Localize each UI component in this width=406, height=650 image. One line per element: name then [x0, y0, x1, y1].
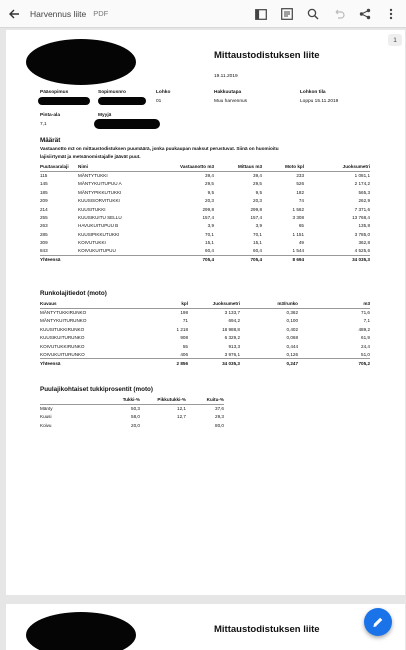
table-header-row	[40, 163, 370, 171]
column-header	[40, 396, 100, 404]
label-sopimusnro: Sopimusnro	[98, 90, 126, 95]
table-cell: 0,247	[240, 359, 298, 367]
table-row	[40, 180, 370, 188]
table-cell: 60,4	[205, 248, 214, 254]
table-cell: 39,4	[205, 173, 214, 179]
file-type-label: PDF	[93, 9, 109, 18]
table-row	[40, 239, 370, 247]
doc-date: 19.11.2019	[214, 74, 238, 79]
table-cell: 58,0	[131, 414, 140, 420]
table-cell: 157,4	[202, 215, 214, 221]
table-cell: 70,1	[205, 231, 214, 237]
table-cell: 263	[40, 223, 48, 229]
share-icon	[359, 8, 371, 20]
table-header-row	[40, 396, 224, 404]
table-cell: 489,2	[358, 326, 370, 332]
label-lohkon-tila: Lohkon tila	[300, 90, 326, 95]
column-header: Tukki-%	[100, 396, 140, 404]
table-cell: 55	[182, 343, 188, 349]
back-button[interactable]	[0, 0, 28, 28]
table-cell: 362,8	[358, 240, 370, 246]
table-row	[40, 350, 370, 358]
table-row	[40, 247, 370, 255]
table-cell: 65	[298, 223, 304, 229]
table-cell: KUUSISORVITUKKI	[78, 198, 120, 204]
table-cell: KOIVUKUITURUNKO	[40, 351, 85, 357]
more-icon	[389, 8, 393, 20]
table-cell: HAVUKUITUPUU B	[78, 223, 119, 229]
undo-icon	[333, 8, 345, 20]
table-cell: KUUSIKUITURUNKO	[40, 335, 85, 341]
table-cell: 29,5	[205, 181, 214, 187]
table-cell: 6 329,2	[224, 335, 240, 341]
table-cell: 49	[298, 240, 304, 246]
table-cell: 0,402	[286, 326, 298, 332]
table-cell: 233	[296, 173, 304, 179]
more-options-button[interactable]	[384, 7, 398, 21]
table-cell: KUUSIKUITU SELLU	[78, 215, 122, 221]
table-cell: 24,4	[361, 343, 370, 349]
table-cell: 60,4	[253, 248, 262, 254]
table-cell: 71,6	[361, 310, 370, 316]
column-header: Moto kpl	[262, 163, 304, 171]
table-cell: Koivu	[40, 422, 52, 428]
sidebar-toggle-icon	[255, 9, 267, 20]
table-cell: 8 694	[262, 255, 304, 263]
table-cell: 3,9	[255, 223, 262, 229]
redacted-logo	[26, 39, 136, 85]
table-cell: 913,3	[228, 343, 240, 349]
label-paasopimus: Pääsopimus	[40, 90, 69, 95]
table-row	[40, 222, 370, 230]
table-cell: 1 081,1	[354, 173, 370, 179]
table-cell: 209	[40, 198, 48, 204]
table-cell: 15,1	[253, 240, 262, 246]
table-cell: 15,1	[205, 240, 214, 246]
value-hakkuutapa: Muu harvennus	[214, 99, 248, 104]
table-cell: 1 151	[292, 231, 304, 237]
table-cell: 299,8	[250, 206, 262, 212]
table-total-row	[40, 255, 370, 263]
table-cell: KOIVUTUKKI	[78, 240, 106, 246]
table-cell: KUUSIPIKKUTUKKI	[78, 231, 120, 237]
table-row	[40, 342, 370, 350]
table-header-row	[40, 300, 370, 308]
table-cell: 2 856	[150, 359, 188, 367]
share-button[interactable]	[358, 7, 372, 21]
column-header: Nimi	[78, 163, 140, 171]
table-cell: 262,9	[358, 198, 370, 204]
table-cell: 9,5	[207, 189, 214, 195]
column-header: m3	[298, 300, 370, 308]
table-total-row	[40, 359, 370, 367]
table-cell: 20,0	[131, 422, 140, 428]
table-cell: 0,100	[286, 318, 298, 324]
redacted-sopimusnro	[98, 97, 146, 105]
table-cell: 705,4	[140, 255, 214, 263]
table-cell: 565,3	[358, 189, 370, 195]
table-cell: 705,4	[214, 255, 262, 263]
table-cell: Yhteensä	[40, 255, 78, 263]
table-cell: 61,9	[361, 335, 370, 341]
table-cell: 20,3	[253, 198, 262, 204]
pdf-page-2[interactable]	[6, 604, 405, 650]
column-header: Juoksumetri	[304, 163, 370, 171]
table-row	[40, 413, 224, 421]
doc-title: Mittaustodistuksen liite	[214, 50, 320, 61]
table-cell: 182	[296, 189, 304, 195]
table-cell: 39,4	[253, 173, 262, 179]
page2-title: Mittaustodistuksen liite	[214, 624, 320, 635]
table-cell: KUUSITUKKIRUNKO	[40, 326, 85, 332]
table-cell: 71	[182, 318, 188, 324]
table-cell: 0,444	[286, 343, 298, 349]
column-header: Pikkutukki-%	[140, 396, 186, 404]
runko-table	[40, 300, 370, 367]
table-cell: 51,0	[361, 351, 370, 357]
table-cell: 705,2	[298, 359, 370, 367]
table-cell: 37,6	[215, 406, 224, 412]
table-row	[40, 317, 370, 325]
table-row	[40, 334, 370, 342]
column-header: Mittaus m3	[214, 163, 262, 171]
table-row	[40, 325, 370, 333]
redacted-paasopimus	[38, 97, 90, 105]
label-myyja: Myyjä	[98, 113, 112, 118]
search-button[interactable]	[306, 7, 320, 21]
table-cell: Mänty	[40, 406, 53, 412]
search-icon	[307, 8, 319, 20]
section-title-tukki: Puulajikohtaiset tukkiprosentit (moto)	[40, 386, 154, 393]
table-row	[40, 404, 224, 412]
table-cell: 145	[40, 181, 48, 187]
table-cell	[140, 421, 186, 429]
table-cell: KUUSITUKKI	[78, 206, 106, 212]
table-cell: 3 133,7	[224, 310, 240, 316]
table-cell: 285	[40, 231, 48, 237]
table-cell: 198	[180, 310, 188, 316]
table-cell: 74	[298, 198, 304, 204]
table-cell: MÄNTYTUKKI	[78, 173, 108, 179]
table-cell: MÄNTYPIKKUTUKKI	[78, 189, 122, 195]
column-header: Kuitu-%	[186, 396, 224, 404]
tukki-table	[40, 396, 224, 430]
table-cell: 7 371,6	[354, 206, 370, 212]
table-cell: Kuusi	[40, 414, 52, 420]
table-cell: 157,4	[250, 215, 262, 221]
value-lohkon-tila: Loppu 15.11.2019	[300, 99, 339, 104]
redacted-logo-page-2	[26, 612, 136, 650]
table-cell	[78, 255, 140, 263]
table-cell: 1 218	[176, 326, 188, 332]
table-cell: 12,1	[177, 406, 186, 412]
table-row	[40, 171, 370, 179]
table-cell: MÄNTYTUKKIRUNKO	[40, 310, 87, 316]
column-header: kpl	[150, 300, 188, 308]
column-header: Juoksumetri	[188, 300, 240, 308]
table-cell: 299,8	[202, 206, 214, 212]
column-header: Puutavaralaji	[40, 163, 78, 171]
table-cell: 7,1	[363, 318, 370, 324]
label-lohko: Lohko	[156, 90, 171, 95]
table-row	[40, 197, 370, 205]
column-header: Kuvaus	[40, 300, 150, 308]
table-cell: 12,7	[177, 414, 186, 420]
table-cell: 185	[40, 189, 48, 195]
table-cell: MÄNTYKUITUPUU A	[78, 181, 122, 187]
text-view-button[interactable]	[280, 7, 294, 21]
table-cell: 1 544	[292, 248, 304, 254]
maarat-note: Vastaanotto m3 on mittaustodistuksen puumäärä, jonka puukaupan maksut perustuvat. Siinä on huomioitu lajisiirtymät ja metsänomistajalle jäävät puut.	[40, 146, 279, 159]
table-cell: 50,3	[131, 406, 140, 412]
table-cell: 406	[180, 351, 188, 357]
column-header: m3/runko	[240, 300, 298, 308]
redacted-myyja	[94, 119, 160, 129]
table-row	[40, 213, 370, 221]
maarat-table	[40, 163, 370, 264]
table-cell: 9,5	[255, 189, 262, 195]
table-cell: 309	[40, 240, 48, 246]
table-cell: 694,2	[228, 318, 240, 324]
table-cell: 255	[40, 215, 48, 221]
table-cell: 843	[40, 248, 48, 254]
column-header: Vastaanotto m3	[140, 163, 214, 171]
table-cell: 34 035,3	[188, 359, 240, 367]
value-pinta-ala: 7,1	[40, 122, 47, 127]
table-cell: 18 988,8	[222, 326, 240, 332]
table-cell: 70,1	[253, 231, 262, 237]
table-cell: 3 976,1	[224, 351, 240, 357]
document-title: Harvennus liite	[30, 8, 87, 19]
pdf-page-1[interactable]	[6, 30, 405, 595]
label-pinta-ala: Pinta-ala	[40, 113, 60, 118]
table-cell: 526	[296, 181, 304, 187]
section-title-maarat: Määrät	[40, 137, 61, 144]
table-cell: 29,5	[253, 181, 262, 187]
table-cell: 3,9	[207, 223, 214, 229]
page-number-badge: 1	[388, 34, 402, 46]
table-cell: 214	[40, 206, 48, 212]
table-cell: 1 562	[292, 206, 304, 212]
toolbar	[254, 0, 398, 28]
section-title-runko: Runkolajitiedot (moto)	[40, 290, 107, 297]
label-hakkuutapa: Hakkuutapa	[214, 90, 242, 95]
table-cell: 13 768,4	[352, 215, 370, 221]
table-cell: 80,0	[215, 422, 224, 428]
table-cell: KOIVUKUITUPUU	[78, 248, 116, 254]
table-row	[40, 205, 370, 213]
undo-button[interactable]	[332, 7, 346, 21]
table-row	[40, 188, 370, 196]
table-cell: 908	[180, 335, 188, 341]
table-cell: 2 174,2	[354, 181, 370, 187]
table-cell: 0,068	[286, 335, 298, 341]
sidebar-toggle-button[interactable]	[254, 7, 268, 21]
table-row	[40, 308, 370, 316]
edit-pencil-icon	[372, 616, 384, 628]
table-cell: 34 035,3	[304, 255, 370, 263]
table-row	[40, 421, 224, 429]
table-cell: Yhteensä	[40, 359, 150, 367]
edit-fab-button[interactable]	[364, 608, 392, 636]
table-cell: 115	[40, 173, 48, 179]
table-cell: 0,126	[286, 351, 298, 357]
table-cell: 29,3	[215, 414, 224, 420]
text-view-icon	[281, 8, 293, 20]
table-cell: MÄNTYKUITURUNKO	[40, 318, 87, 324]
back-arrow-icon	[8, 8, 20, 20]
table-cell: 3 308	[292, 215, 304, 221]
value-lohko: 01	[156, 99, 162, 104]
app-bar	[0, 0, 406, 28]
table-cell: 4 525,6	[354, 248, 370, 254]
table-cell: 0,362	[286, 310, 298, 316]
table-row	[40, 230, 370, 238]
table-cell: 3 785,0	[354, 231, 370, 237]
table-cell: 135,8	[358, 223, 370, 229]
table-cell: 20,3	[205, 198, 214, 204]
table-cell: KOIVUTUKKIRUNKO	[40, 343, 85, 349]
